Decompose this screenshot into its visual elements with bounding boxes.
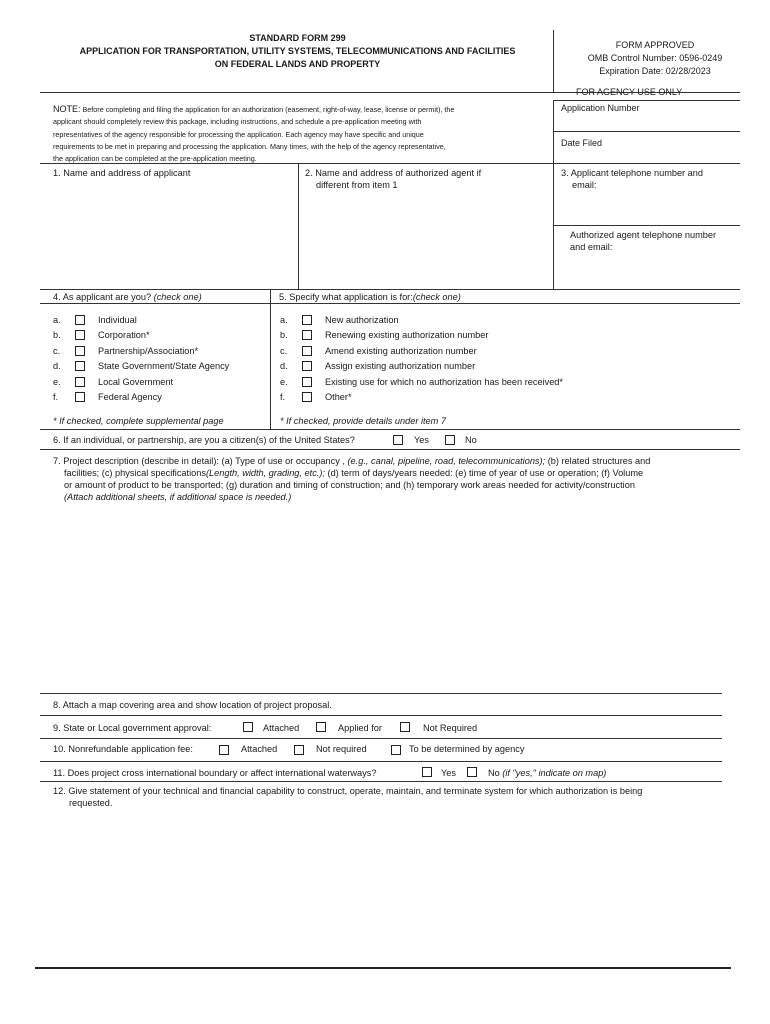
form-title-line1: APPLICATION FOR TRANSPORTATION, UTILITY SYSTEMS, TELECOMMUNICATIONS AND FACILITIES xyxy=(79,46,516,56)
item5-option-amend: Amend existing authorization number xyxy=(325,346,477,356)
item4-checkbox-corporation[interactable] xyxy=(75,330,85,340)
item5-letter-a: a. xyxy=(280,315,288,325)
item4-label: 4. As applicant are you? (check one) xyxy=(53,292,202,302)
agency-left-border xyxy=(553,100,554,290)
section-rule-5 xyxy=(40,715,722,716)
item4-rule xyxy=(40,303,740,304)
agency-rule xyxy=(553,100,740,101)
item11-yes-label: Yes xyxy=(441,768,456,778)
note-block xyxy=(53,103,550,165)
item5-option-assign: Assign existing authorization number xyxy=(325,361,476,371)
item7-line3: or amount of product to be transported; (g) duration and timing of construction; and (h) temporary work areas needed for activity/construction xyxy=(64,480,635,490)
item4-option-local-government: Local Government xyxy=(98,377,174,387)
date-filed-label: Date Filed xyxy=(561,138,603,148)
item10-not-required-label: Not required xyxy=(316,744,367,754)
note-line5: the application can be completed at the pre-application meeting. xyxy=(53,154,257,164)
omb-control-number: OMB Control Number: 0596-0249 xyxy=(587,53,723,63)
item4-checkbox-partnership[interactable] xyxy=(75,346,85,356)
section-rule-8 xyxy=(40,781,722,782)
note-line3: representatives of the agency responsible for processing the application. Each agency may have specific and unique xyxy=(53,129,424,139)
form-approved: FORM APPROVED xyxy=(615,40,695,50)
section-rule-4 xyxy=(40,693,722,694)
item5-checkbox-existing-use[interactable] xyxy=(302,377,312,387)
item10-label: 10. Nonrefundable application fee: xyxy=(53,744,193,754)
item10-not-required-checkbox[interactable] xyxy=(294,745,304,755)
item1-label: 1. Name and address of applicant xyxy=(53,168,191,178)
item3-mid-rule xyxy=(553,225,740,226)
item1-divider xyxy=(298,163,299,289)
item5-footnote: * If checked, provide details under item 7 xyxy=(280,416,446,426)
item5-label: 5. Specify what application is for:(check one) xyxy=(279,292,461,302)
expiration-date: Expiration Date: 02/28/2023 xyxy=(599,66,711,76)
item4-checkbox-federal-agency[interactable] xyxy=(75,392,85,402)
item7-field[interactable] xyxy=(45,505,735,690)
note-label: NOTE: xyxy=(53,104,81,114)
item5-option-existing-use: Existing use for which no authorization has been received* xyxy=(325,377,563,387)
item11-no-label: No (if "yes," indicate on map) xyxy=(488,768,607,778)
item2-label-line1: 2. Name and address of authorized agent if xyxy=(305,168,482,178)
agent-phone-field[interactable] xyxy=(556,254,738,288)
item4-letter-a: a. xyxy=(53,315,61,325)
item10-attached-checkbox[interactable] xyxy=(219,745,229,755)
item9-attached-checkbox[interactable] xyxy=(243,722,253,732)
item4-letter-f: f. xyxy=(53,392,59,402)
section-rule-6 xyxy=(40,738,722,739)
form-title-line2: ON FEDERAL LANDS AND PROPERTY xyxy=(214,59,381,69)
item5-checkbox-new[interactable] xyxy=(302,315,312,325)
item2-label-line2: different from item 1 xyxy=(316,180,398,190)
section-rule-2 xyxy=(40,429,740,430)
item12-field[interactable] xyxy=(45,812,735,962)
note-line2: applicant should completely review this package, including instructions, and schedule a pre-application meeting with xyxy=(53,117,422,127)
item11-hint: (if "yes," indicate on map) xyxy=(502,768,607,778)
item7-line2a: facilities; (c) physical specifications xyxy=(64,468,206,478)
item4-5-divider xyxy=(270,289,271,429)
item5-checkbox-amend[interactable] xyxy=(302,346,312,356)
item10-tbd-label: To be determined by agency xyxy=(409,744,525,754)
item5-checkbox-assign[interactable] xyxy=(302,361,312,371)
item5-option-new: New authorization xyxy=(325,315,399,325)
item4-letter-e: e. xyxy=(53,377,61,387)
item7-line2b: (Length, width, grading, etc.); xyxy=(205,468,325,478)
agent-phone-label-line1: Authorized agent telephone number xyxy=(570,230,717,240)
item5-hint: (check one) xyxy=(412,292,461,302)
item7-line1c: (b) related structures and xyxy=(547,456,651,466)
item11-label: 11. Does project cross international boundary or affect international waterways? xyxy=(53,768,377,778)
item9-applied-label: Applied for xyxy=(338,723,382,733)
item7-line1a: 7. Project description (describe in detail): (a) Type of use or occupancy , xyxy=(53,456,345,466)
item9-not-required-label: Not Required xyxy=(423,723,478,733)
section-rule-7 xyxy=(40,761,722,762)
item9-applied-checkbox[interactable] xyxy=(316,722,326,732)
agent-phone-label-line2: and email: xyxy=(570,242,613,252)
item10-tbd-checkbox[interactable] xyxy=(391,745,401,755)
item5-checkbox-other[interactable] xyxy=(302,392,312,402)
application-number-label: Application Number xyxy=(561,103,640,113)
header-divider xyxy=(553,30,554,92)
item4-footnote: * If checked, complete supplemental page xyxy=(53,416,224,426)
item4-option-corporation: Corporation* xyxy=(98,330,150,340)
item7-line2c: (d) term of days/years needed: (e) time of year of use or operation; (f) Volume xyxy=(327,468,644,478)
item4-letter-c: c. xyxy=(53,346,61,356)
item6-no-label: No xyxy=(465,435,477,445)
item4-option-state-government: State Government/State Agency xyxy=(98,361,230,371)
item10-attached-label: Attached xyxy=(241,744,278,754)
item4-hint: (check one) xyxy=(153,292,202,302)
page-bottom-rule xyxy=(35,967,731,969)
item7-line4: (Attach additional sheets, if additional space is needed.) xyxy=(64,492,292,502)
note-line4: requirements to be met in preparing and processing the application. Many times, with the help of the agency representative, xyxy=(53,141,446,151)
applicant-phone-field[interactable] xyxy=(556,192,738,224)
note-bottom-rule xyxy=(40,163,553,164)
form-number: STANDARD FORM 299 xyxy=(249,33,346,43)
agency-rule-2 xyxy=(553,131,740,132)
item3-label-line2: email: xyxy=(572,180,597,190)
item5-letter-f: f. xyxy=(280,392,286,402)
item6-yes-checkbox[interactable] xyxy=(393,435,403,445)
item7-text xyxy=(53,455,733,503)
item2-field[interactable] xyxy=(300,192,550,288)
item4-option-federal-agency: Federal Agency xyxy=(98,392,162,402)
item6-no-checkbox[interactable] xyxy=(445,435,455,445)
item1-field[interactable] xyxy=(45,180,295,288)
item5-checkbox-renew[interactable] xyxy=(302,330,312,340)
item4-letter-d: d. xyxy=(53,361,61,371)
section-rule-3 xyxy=(40,449,740,450)
item3-top-rule xyxy=(553,163,740,164)
item5-option-other: Other* xyxy=(325,392,352,402)
item4-checkbox-individual[interactable] xyxy=(75,315,85,325)
item9-attached-label: Attached xyxy=(263,723,300,733)
item4-checkbox-local-government[interactable] xyxy=(75,377,85,387)
item4-option-individual: Individual xyxy=(98,315,137,325)
agency-use-heading: FOR AGENCY USE ONLY xyxy=(576,87,683,97)
item11-yes-checkbox[interactable] xyxy=(422,767,432,777)
note-line1: Before completing and filing the application for an authorization (easement, right-of-way, lease, license or permit), the xyxy=(82,105,455,114)
item6-yes-label: Yes xyxy=(414,435,429,445)
item5-letter-b: b. xyxy=(280,330,288,340)
item4-option-partnership: Partnership/Association* xyxy=(98,346,199,356)
item9-not-required-checkbox[interactable] xyxy=(400,722,410,732)
item4-letter-b: b. xyxy=(53,330,61,340)
item3-label-line1: 3. Applicant telephone number and xyxy=(561,168,704,178)
item7-line1b: (e.g., canal, pipeline, road, telecommunications); xyxy=(347,456,546,466)
item12-line2: requested. xyxy=(69,798,113,808)
item12-line1: 12. Give statement of your technical and financial capability to construct, operate, maintain, and terminate system for which authorization is being xyxy=(53,786,643,796)
item9-label: 9. State or Local government approval: xyxy=(53,723,212,733)
item5-letter-d: d. xyxy=(280,361,288,371)
section-rule-1 xyxy=(40,289,740,290)
item4-checkbox-state-government[interactable] xyxy=(75,361,85,371)
item6-label: 6. If an individual, or partnership, are you a citizen(s) of the United States? xyxy=(53,435,355,445)
item5-option-renew: Renewing existing authorization number xyxy=(325,330,489,340)
item8-label: 8. Attach a map covering area and show location of project proposal. xyxy=(53,700,332,710)
item5-letter-e: e. xyxy=(280,377,288,387)
item5-letter-c: c. xyxy=(280,346,288,356)
item11-no-checkbox[interactable] xyxy=(467,767,477,777)
